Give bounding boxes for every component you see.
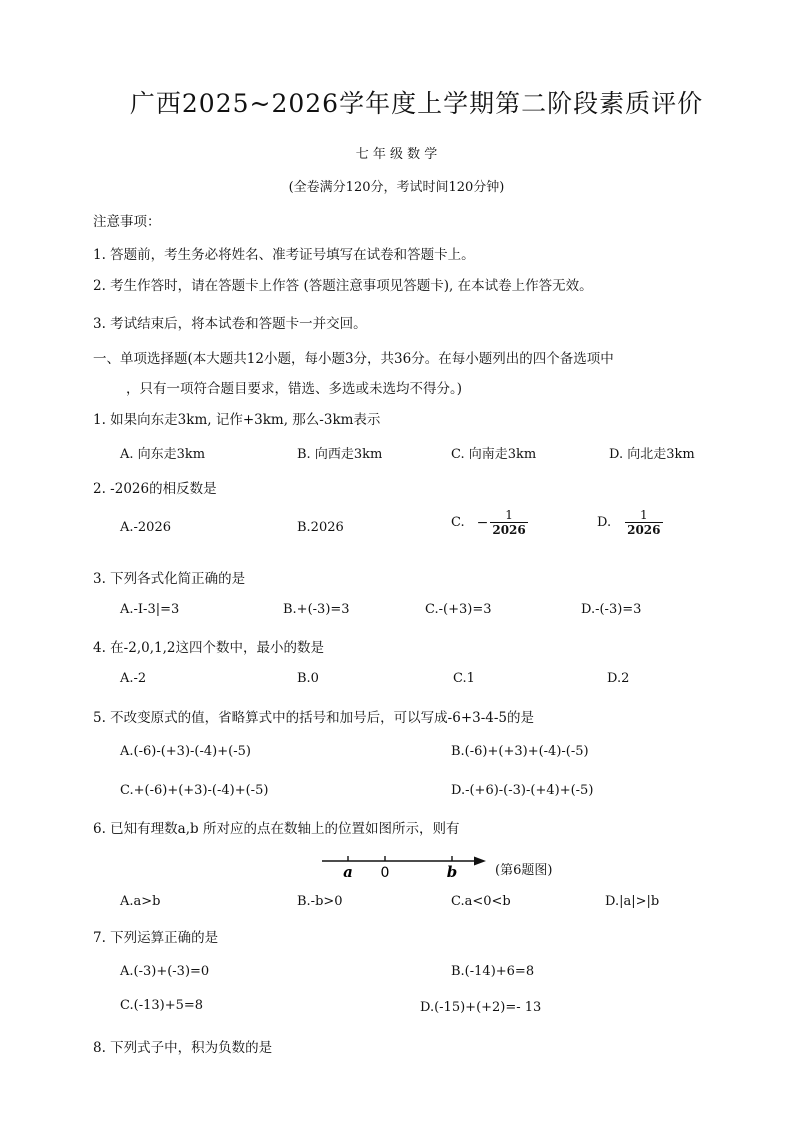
question-5-option-d: D.-(+6)-(-3)-(+4)+(-5)	[451, 783, 594, 798]
question-3-option-c: C.-(+3)=3	[425, 602, 492, 617]
question-2-option-c	[451, 508, 528, 537]
notice-item-2: 2. 考生作答时，请在答题卡上作答 (答题注意事项见答题卡), 在本试卷上作答无效。	[93, 278, 593, 294]
question-2-option-c-label: C.	[451, 515, 465, 530]
fraction-denominator: 2026	[492, 523, 526, 537]
question-4-option-a: A.-2	[120, 671, 147, 686]
fraction-denominator: 2026	[627, 523, 661, 537]
question-2-option-a: A.-2026	[120, 520, 171, 535]
fraction	[490, 508, 527, 537]
exam-title: 广西2025~2026学年度上学期第二阶段素质评价	[129, 89, 704, 118]
notice-heading: 注意事项：	[93, 214, 161, 230]
question-5-option-a: A.(-6)-(+3)-(-4)+(-5)	[120, 744, 251, 759]
question-6-stem: 6. 已知有理数a,b 所对应的点在数轴上的位置如图所示，则有	[93, 821, 460, 837]
question-1-option-c: C. 向南走3km	[451, 447, 537, 462]
question-7-stem: 7. 下列运算正确的是	[93, 930, 219, 946]
section-heading-line2: ，只有一项符合题目要求，错选、多选或未选均不得分。)	[126, 381, 463, 397]
question-1-option-b: B. 向西走3km	[297, 447, 383, 462]
exam-info: (全卷满分120分，考试时间120分钟)	[288, 180, 505, 195]
subject-line: 七 年 级 数 学	[355, 147, 438, 162]
notice-item-1: 1. 答题前，考生务必将姓名、准考证号填写在试卷和答题卡上。	[93, 247, 475, 263]
axis-label-b: b	[446, 863, 458, 881]
question-6-option-d: D.|a|>|b	[605, 894, 660, 909]
question-5-stem: 5. 不改变原式的值，省略算式中的括号和加号后，可以写成-6+3-4-5的是	[93, 710, 535, 726]
question-3-stem: 3. 下列各式化简正确的是	[93, 571, 246, 587]
question-6-option-a: A.a>b	[120, 894, 161, 909]
fraction-numerator: 1	[505, 508, 513, 522]
notice-item-3: 3. 考试结束后，将本试卷和答题卡一并交回。	[93, 316, 367, 332]
section-heading-line1: 一、单项选择题(本大题共12小题，每小题3分，共36分。在每小题列出的四个备选项中	[93, 351, 614, 367]
arrow-head-icon	[474, 857, 486, 866]
fraction	[625, 508, 662, 537]
axis-label-zero: 0	[380, 865, 390, 881]
question-3-option-b: B.+(-3)=3	[283, 602, 350, 617]
question-1-stem: 1. 如果向东走3km, 记作+3km, 那么-3km表示	[93, 412, 381, 428]
question-1-option-d: D. 向北走3km	[609, 447, 695, 462]
question-4-option-b: B.0	[297, 671, 319, 686]
question-2-stem: 2. -2026的相反数是	[93, 481, 217, 497]
question-3-option-a: A.-I-3|=3	[120, 602, 180, 617]
question-5-option-b: B.(-6)+(+3)+(-4)-(-5)	[451, 744, 589, 759]
question-6-option-b: B.-b>0	[297, 894, 343, 909]
question-7-option-d: D.(-15)+(+2)=- 13	[420, 1000, 542, 1015]
axis-label-a: a	[343, 863, 353, 881]
question-7-option-b: B.(-14)+6=8	[451, 964, 535, 979]
fraction-numerator: 1	[639, 508, 648, 522]
question-7-option-a: A.(-3)+(-3)=0	[120, 964, 210, 979]
question-6-option-c: C.a<0<b	[451, 894, 511, 909]
question-4-stem: 4. 在-2,0,1,2这四个数中，最小的数是	[93, 640, 324, 656]
question-3-option-d: D.-(-3)=3	[581, 602, 642, 617]
question-4-option-d: D.2	[607, 671, 630, 686]
figure-caption: (第6题图)	[495, 863, 553, 878]
question-4-option-c: C.1	[453, 671, 475, 686]
question-7-option-c: C.(-13)+5=8	[120, 998, 204, 1013]
question-2-option-b: B.2026	[297, 520, 344, 535]
question-5-option-c: C.+(-6)+(+3)-(-4)+(-5)	[120, 783, 269, 798]
question-8-stem: 8. 下列式子中，积为负数的是	[93, 1040, 273, 1056]
question-2-option-d	[597, 508, 663, 537]
number-line-figure	[318, 852, 494, 882]
negative-sign: −	[476, 514, 489, 531]
question-1-option-a: A. 向东走3km	[120, 447, 206, 462]
question-2-option-d-label: D.	[597, 515, 612, 530]
